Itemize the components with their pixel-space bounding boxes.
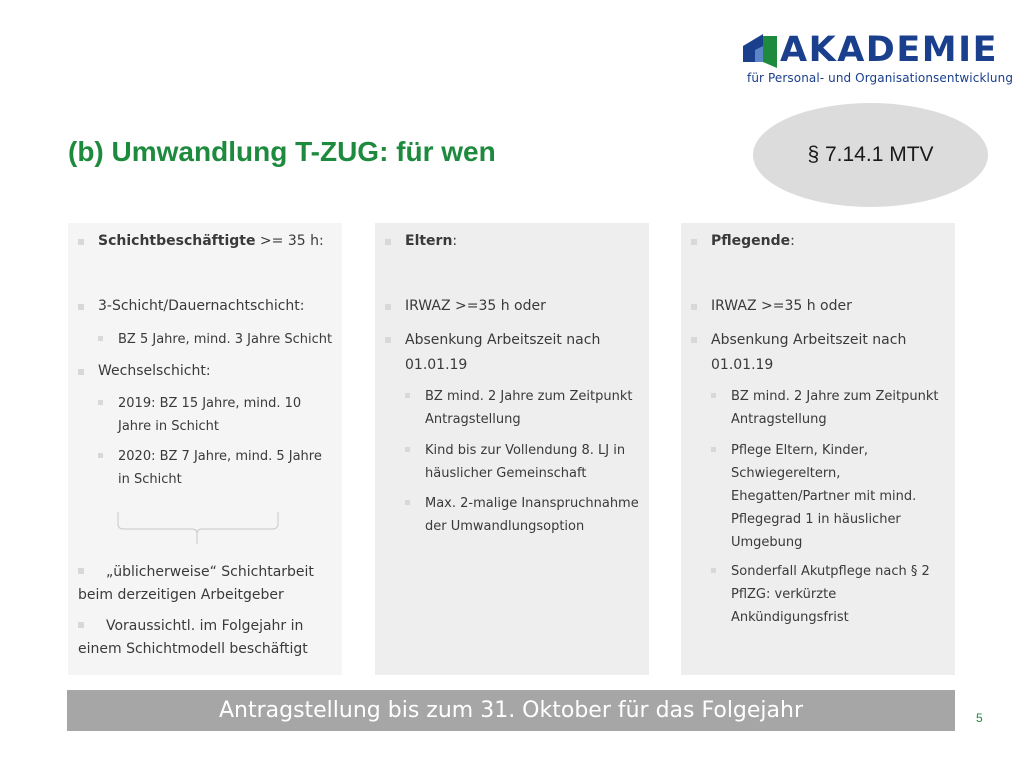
bullet-icon (78, 239, 84, 245)
brace-icon (112, 510, 284, 546)
bullet-icon (78, 369, 84, 375)
column-schichtbeschaeftigte (68, 223, 342, 675)
list-item: Absenkung Arbeitszeit nach 01.01.19 (385, 328, 620, 378)
column-pflegende (681, 223, 955, 675)
list-item: Wechselschicht: (78, 360, 338, 383)
bullet-icon (405, 447, 410, 452)
bullet-icon (98, 453, 103, 458)
list-item: IRWAZ >=35 h oder (385, 295, 645, 318)
list-item: Voraussichtl. im Folgejahr in einem Schichtmodell beschäftigt (78, 618, 308, 657)
bullet-icon (405, 393, 410, 398)
bullet-icon (405, 500, 410, 505)
bullet-icon (691, 304, 697, 310)
bullet-icon (78, 622, 84, 628)
akademie-logo (743, 30, 1014, 90)
column-eltern (375, 223, 649, 675)
bullet-icon (98, 400, 103, 405)
bullet-icon (385, 337, 391, 343)
logo-mark-icon (743, 32, 777, 68)
list-item: Absenkung Arbeitszeit nach 01.01.19 (691, 328, 926, 378)
list-item: 2020: BZ 7 Jahre, mind. 5 Jahre in Schicht (98, 445, 336, 491)
bullet-icon (691, 337, 697, 343)
bullet-icon (691, 239, 697, 245)
list-item: Max. 2-malige Inanspruchnahme der Umwandlungsoption (405, 492, 650, 538)
page-number: 5 (976, 711, 983, 725)
list-item: Eltern: (385, 230, 645, 253)
list-item: 3-Schicht/Dauernachtschicht: (78, 295, 338, 318)
bullet-icon (78, 568, 84, 574)
bullet-icon (385, 304, 391, 310)
list-item: Kind bis zur Vollendung 8. LJ in häuslicher Gemeinschaft (405, 439, 640, 485)
footer-text: Antragstellung bis zum 31. Oktober für das Folgejahr (218, 698, 804, 723)
list-item: 2019: BZ 15 Jahre, mind. 10 Jahre in Schicht (98, 392, 336, 438)
list-item: Sonderfall Akutpflege nach § 2 PflZG: verkürzte Ankündigungsfrist (711, 560, 941, 629)
footer-banner (67, 690, 955, 731)
list-item: Pflegende: (691, 230, 951, 253)
list-item: Pflege Eltern, Kinder, Schwiegereltern, Ehegatten/Partner mit mind. Pflegegrad 1 in häuslicher Umgebung (711, 439, 936, 554)
list-item: „üblicherweise“ Schichtarbeit beim derzeitigen Arbeitgeber (78, 564, 314, 603)
mtv-badge (753, 103, 988, 207)
logo-subtitle: für Personal- und Organisationsentwicklung (747, 71, 1014, 85)
bullet-icon (711, 447, 716, 452)
list-item: BZ mind. 2 Jahre zum Zeitpunkt Antragstellung (711, 385, 946, 431)
bullet-icon (385, 239, 391, 245)
bullet-icon (711, 568, 716, 573)
mtv-badge-text: § 7.14.1 MTV (807, 143, 934, 166)
slide-title: (b) Umwandlung T-ZUG: für wen (68, 136, 496, 167)
list-item: BZ 5 Jahre, mind. 3 Jahre Schicht (98, 328, 333, 351)
bullet-icon (711, 393, 716, 398)
logo-wordmark: AKADEMIE (780, 30, 999, 70)
list-item: BZ mind. 2 Jahre zum Zeitpunkt Antragstellung (405, 385, 640, 431)
bullet-icon (98, 336, 103, 341)
list-item: IRWAZ >=35 h oder (691, 295, 951, 318)
bullet-icon (78, 304, 84, 310)
list-item: Schichtbeschäftigte >= 35 h: (78, 230, 338, 253)
